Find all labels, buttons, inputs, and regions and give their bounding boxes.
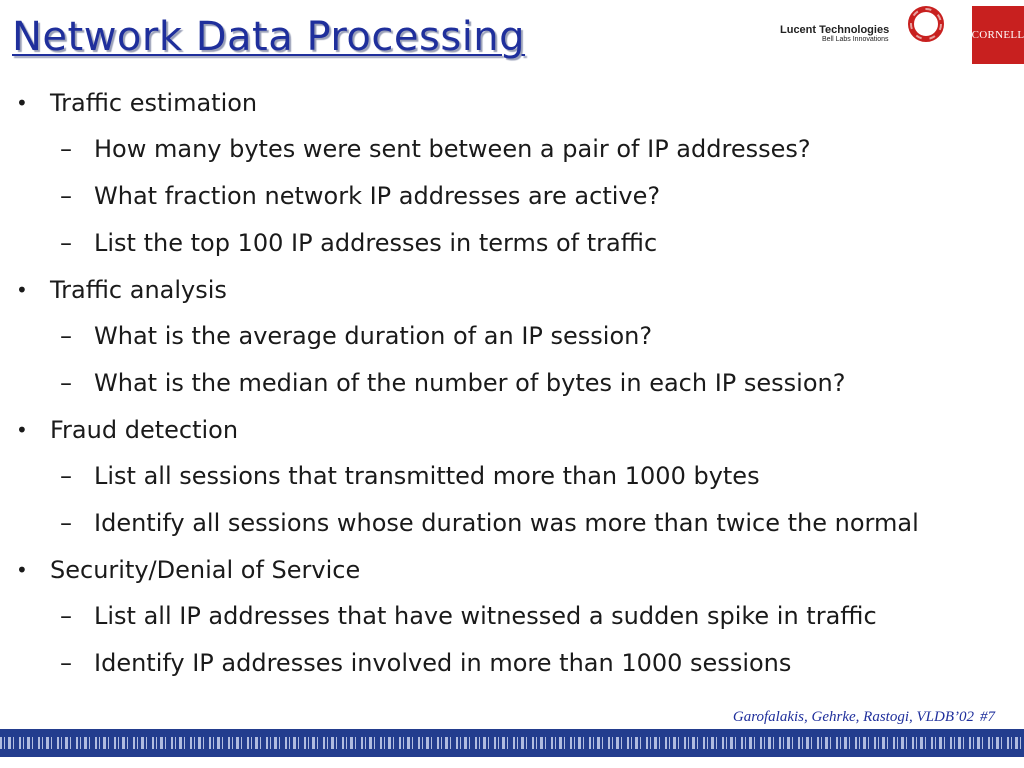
dash-icon: – bbox=[60, 369, 72, 397]
sub-bullet-text: List the top 100 IP addresses in terms of traffic bbox=[94, 229, 658, 257]
lucent-logo-name: Lucent Technologies bbox=[780, 24, 890, 36]
cornell-logo-text: CORNELL bbox=[971, 29, 1024, 41]
lucent-logo bbox=[780, 24, 900, 43]
dash-icon: – bbox=[60, 182, 72, 210]
page-number: #7 bbox=[980, 709, 995, 725]
dash-icon: – bbox=[60, 509, 72, 537]
bullet-text: Traffic analysis bbox=[50, 276, 227, 304]
dash-icon: – bbox=[60, 322, 72, 350]
sub-bullet-text: Identify IP addresses involved in more than 1000 sessions bbox=[94, 649, 792, 677]
sub-bullet-item bbox=[0, 130, 1024, 177]
sub-bullet-item bbox=[0, 224, 1024, 271]
bullet-dot-icon: • bbox=[16, 91, 28, 115]
cornell-logo bbox=[972, 6, 1024, 64]
bullet-text: Fraud detection bbox=[50, 416, 239, 444]
bullet-item bbox=[0, 84, 1024, 130]
sub-bullet-text: What fraction network IP addresses are active? bbox=[94, 182, 661, 210]
bullet-item bbox=[0, 411, 1024, 457]
sub-bullet-text: What is the median of the number of bytes in each IP session? bbox=[94, 369, 846, 397]
slide-title: Network Data Processing bbox=[12, 14, 526, 60]
bullet-dot-icon: • bbox=[16, 418, 28, 442]
sub-bullet-text: List all IP addresses that have witnessed a sudden spike in traffic bbox=[94, 602, 877, 630]
bullet-item bbox=[0, 551, 1024, 597]
sub-bullet-item bbox=[0, 364, 1024, 411]
sub-bullet-text: What is the average duration of an IP session? bbox=[94, 322, 653, 350]
dash-icon: – bbox=[60, 602, 72, 630]
bullet-dot-icon: • bbox=[16, 558, 28, 582]
sub-bullet-text: List all sessions that transmitted more than 1000 bytes bbox=[94, 462, 760, 490]
sub-bullet-text: How many bytes were sent between a pair of IP addresses? bbox=[94, 135, 811, 163]
dash-icon: – bbox=[60, 462, 72, 490]
bullet-text: Traffic estimation bbox=[50, 89, 258, 117]
bullet-item bbox=[0, 271, 1024, 317]
bullet-dot-icon: • bbox=[16, 278, 28, 302]
sub-bullet-item bbox=[0, 457, 1024, 504]
slide-body bbox=[0, 84, 1024, 691]
footer-bar bbox=[0, 729, 1024, 757]
sub-bullet-item bbox=[0, 504, 1024, 551]
sub-bullet-item bbox=[0, 177, 1024, 224]
lucent-ring-icon bbox=[906, 4, 946, 44]
dash-icon: – bbox=[60, 649, 72, 677]
bullet-text: Security/Denial of Service bbox=[50, 556, 361, 584]
footer-pattern bbox=[0, 737, 1024, 749]
sub-bullet-item bbox=[0, 644, 1024, 691]
sub-bullet-text: Identify all sessions whose duration was more than twice the normal bbox=[94, 509, 919, 537]
footer-citation: Garofalakis, Gehrke, Rastogi, VLDB’02 bbox=[732, 709, 974, 725]
dash-icon: – bbox=[60, 229, 72, 257]
lucent-logo-tagline: Bell Labs Innovations bbox=[822, 36, 889, 43]
sub-bullet-item bbox=[0, 597, 1024, 644]
dash-icon: – bbox=[60, 135, 72, 163]
sub-bullet-item bbox=[0, 317, 1024, 364]
